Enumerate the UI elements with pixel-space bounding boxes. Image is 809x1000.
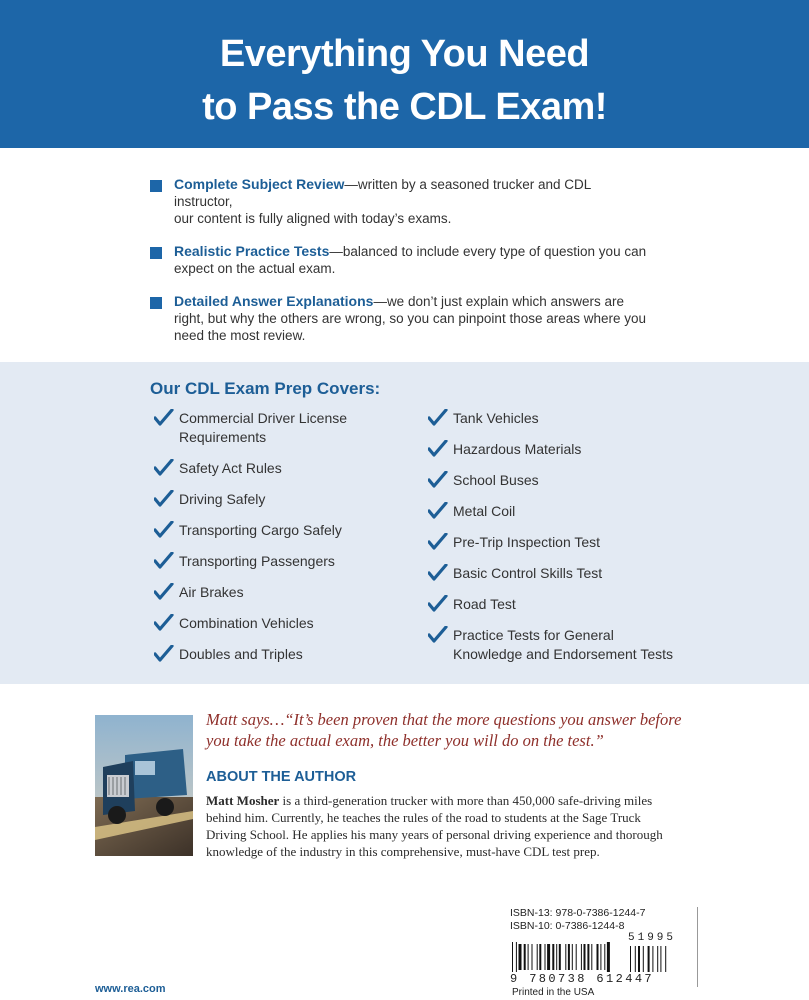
feature-title: Realistic Practice Tests	[174, 243, 330, 259]
feature-item	[150, 243, 650, 277]
covers-item	[428, 471, 718, 490]
covers-item-label: Commercial Driver License	[179, 410, 348, 426]
covers-panel	[0, 362, 809, 684]
checkmark-icon	[154, 490, 174, 508]
covers-right-column	[428, 409, 718, 676]
feature-item	[150, 176, 650, 227]
checkmark-icon	[154, 614, 174, 632]
feature-text: our content is fully aligned with today’s exams.	[174, 211, 452, 226]
feature-title: Complete Subject Review	[174, 176, 345, 192]
checkmark-icon	[154, 459, 174, 477]
feature-title: Detailed Answer Explanations	[174, 293, 374, 309]
covers-item-label: Knowledge and Endorsement Tests	[453, 646, 673, 662]
covers-item	[154, 409, 414, 447]
checkmark-icon	[428, 564, 448, 582]
covers-item-label: Requirements	[179, 429, 267, 445]
checkmark-icon	[154, 409, 174, 427]
covers-item-label: Doubles and Triples	[179, 646, 303, 662]
covers-item	[154, 490, 414, 509]
feature-list	[150, 176, 650, 360]
checkmark-icon	[428, 595, 448, 613]
covers-item-label: Driving Safely	[179, 491, 266, 507]
header-banner	[0, 0, 809, 148]
covers-item	[154, 552, 414, 571]
covers-item-label: Air Brakes	[179, 584, 244, 600]
printed-in: Printed in the USA	[512, 987, 595, 998]
quote-line: Matt says…“It’s been proven that the more questions you answer before	[206, 710, 682, 729]
covers-heading: Our CDL Exam Prep Covers:	[150, 379, 381, 398]
covers-item-label: Hazardous Materials	[453, 441, 582, 457]
covers-item	[428, 626, 718, 664]
covers-item-label: Metal Coil	[453, 503, 516, 519]
covers-item-label: School Buses	[453, 472, 539, 488]
checkmark-icon	[154, 521, 174, 539]
covers-left-column	[154, 409, 414, 676]
checkmark-icon	[428, 533, 448, 551]
checkmark-icon	[428, 409, 448, 427]
covers-item-label: Tank Vehicles	[453, 410, 539, 426]
square-bullet-icon	[150, 297, 162, 309]
barcode-number: 9 780738 612447	[510, 972, 655, 986]
feature-text: need the most review.	[174, 328, 306, 343]
covers-item	[428, 440, 718, 459]
checkmark-icon	[428, 440, 448, 458]
feature-text: expect on the actual exam.	[174, 261, 336, 276]
bio-line: behind him. Currently, he teaches the rules of the road to students at the Sage Truck	[206, 810, 641, 825]
author-name: Matt Mosher	[206, 793, 280, 808]
covers-item-label: Practice Tests for General	[453, 627, 614, 643]
covers-item	[154, 521, 414, 540]
bio-line: is a third-generation trucker with more than 450,000 safe-driving miles	[279, 793, 653, 808]
headline-line-1: Everything You Need	[219, 33, 590, 75]
square-bullet-icon	[150, 180, 162, 192]
covers-item	[154, 614, 414, 633]
about-author-heading: ABOUT THE AUTHOR	[206, 769, 357, 785]
feature-text: —written by a seasoned trucker and CDL instructor,	[174, 177, 591, 209]
covers-item-label: Road Test	[453, 596, 516, 612]
bio-line: Driving School. He applies his many years of personal driving experience and thorough	[206, 827, 663, 842]
feature-text: right, but why the others are wrong, so you can pinpoint those areas where you	[174, 311, 647, 326]
covers-item-label: Transporting Cargo Safely	[179, 522, 342, 538]
covers-item-label: Safety Act Rules	[179, 460, 282, 476]
covers-item-label: Transporting Passengers	[179, 553, 335, 569]
covers-item	[428, 533, 718, 552]
checkmark-icon	[428, 502, 448, 520]
covers-item	[154, 645, 414, 664]
isbn-13: ISBN-13: 978-0-7386-1244-7	[510, 907, 646, 919]
checkmark-icon	[428, 626, 448, 644]
covers-item	[428, 409, 718, 428]
headline-line-2: to Pass the CDL Exam!	[202, 86, 607, 128]
covers-item	[154, 583, 414, 602]
truck-photo	[95, 715, 193, 856]
feature-item	[150, 293, 650, 344]
covers-item-label: Pre-Trip Inspection Test	[453, 534, 601, 550]
feature-text: —balanced to include every type of question you can	[329, 244, 647, 259]
square-bullet-icon	[150, 247, 162, 259]
checkmark-icon	[154, 583, 174, 601]
covers-item-label: Basic Control Skills Test	[453, 565, 603, 581]
website-link[interactable]: www.rea.com	[95, 983, 166, 995]
isbn-block	[510, 907, 645, 933]
checkmark-icon	[428, 471, 448, 489]
covers-item	[154, 459, 414, 478]
covers-item	[428, 502, 718, 521]
author-bio	[206, 792, 718, 860]
checkmark-icon	[154, 645, 174, 663]
truck-image-icon	[95, 715, 193, 856]
checkmark-icon	[154, 552, 174, 570]
quote-line: you take the actual exam, the better you will do on the test.”	[206, 731, 604, 750]
bio-line: knowledge of the industry in this comprehensive, must-have CDL test prep.	[206, 844, 600, 859]
covers-item	[428, 595, 718, 614]
covers-item-label: Combination Vehicles	[179, 615, 314, 631]
covers-item	[428, 564, 718, 583]
feature-text: —we don’t just explain which answers are	[373, 294, 625, 309]
author-quote	[206, 709, 726, 751]
price-addon-number: 51995	[628, 932, 677, 944]
isbn-10: ISBN-10: 0-7386-1244-8	[510, 920, 625, 932]
